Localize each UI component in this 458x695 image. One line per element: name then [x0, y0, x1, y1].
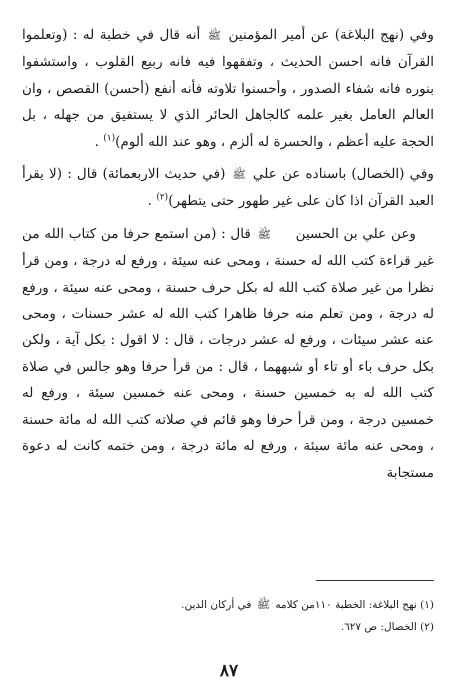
footnote-marker: (١): [420, 599, 434, 611]
paragraph-text: قال : (من استمع حرفا من كتاب الله من غير قراءة كتب الله له حسنة ، ومحى عنه سيئة ، ورفع له درجة ، ومن قرأ نظرا من غير صلاة كتب الله له بكل حرف حسنة ، ومحى عنه سيئة ، ورفع له درجة ، ومن تعلم منه حرفا ظاهرا كتب الله له عشر حسنات ، ومحى عنه عشر سيئات ، ورفع له عشر درجات ، قال : لا اقول : بكل آية ، ولكن بكل حرف باء أو تاء أو شبههما ، قال : من قرأ حرفا وهو جالس في صلاة كتب الله له به خمسين حسنة ، ومحى عنه خمسين سيئة ، ورفع له خمسين درجة ، ومن قرأ حرفا وهو قائم في صلاته كتب الله له مائة حسنة ، ومحى عنه مائة سيئة ، ورفع له مائة درجة ، ومن ختمه كانت له دعوة مستجابة: [22, 225, 434, 481]
footnote-divider: [316, 580, 434, 581]
paragraph-nahj-al-balagha: [22, 22, 434, 155]
footnote-1: [22, 594, 434, 616]
main-text: [22, 22, 434, 486]
paragraph-ali-ibn-al-husayn: [22, 221, 434, 486]
footnote-text: في أركان الدين.: [181, 599, 255, 611]
page-number: ٨٧: [219, 661, 239, 681]
honorific-symbol: ﷺ: [207, 29, 222, 42]
paragraph-al-khisal: [22, 161, 434, 215]
paragraph-text: .: [147, 193, 157, 210]
footnote-marker: (٢): [420, 621, 434, 633]
footnote-2: [22, 616, 434, 638]
footnote-reference-2[interactable]: (٢): [156, 192, 169, 203]
paragraph-text: .: [94, 133, 104, 150]
honorific-symbol: ﷺ: [257, 227, 271, 241]
footnotes-section: [22, 594, 434, 638]
paragraph-text: أنه قال في خطبة له : (وتعلموا القرآن فانه احسن الحديث ، وتفقهوا فيه فانه ربيع القلوب ، واستشفوا بنوره فانه شفاء الصدور ، وأحسنوا تلاوته فأنه أنفع (أحسن) القصص ، وان العالم العامل بغير علمه كالجاهل الحائر الذي لا يستفيق من جهله ، بل الحجة عليه أعظم ، والحسرة له ألزم ، وهو عند الله ألوم): [22, 27, 434, 150]
honorific-symbol: ﷺ: [256, 598, 270, 611]
paragraph-text: (في حديث الاربعمائة) قال : (لا يقرأ العبد القرآن اذا كان على غير طهور حتى يتطهر): [22, 166, 434, 210]
footnote-reference-1[interactable]: (١): [103, 133, 116, 144]
honorific-symbol: ﷺ: [232, 168, 246, 182]
footnote-text: الخصال: ص ٦٢٧.: [340, 621, 421, 633]
footnote-text: نهج البلاغة: الخطبة ١١٠من كلامه: [272, 599, 421, 611]
paragraph-text: وفي (نهج البلاغة) عن أمير المؤمنين: [223, 27, 434, 43]
paragraph-text: وفي (الخصال) باسناده عن علي: [247, 166, 434, 183]
document-page: [22, 22, 434, 695]
paragraph-text: وعن علي بن الحسين: [290, 225, 416, 242]
